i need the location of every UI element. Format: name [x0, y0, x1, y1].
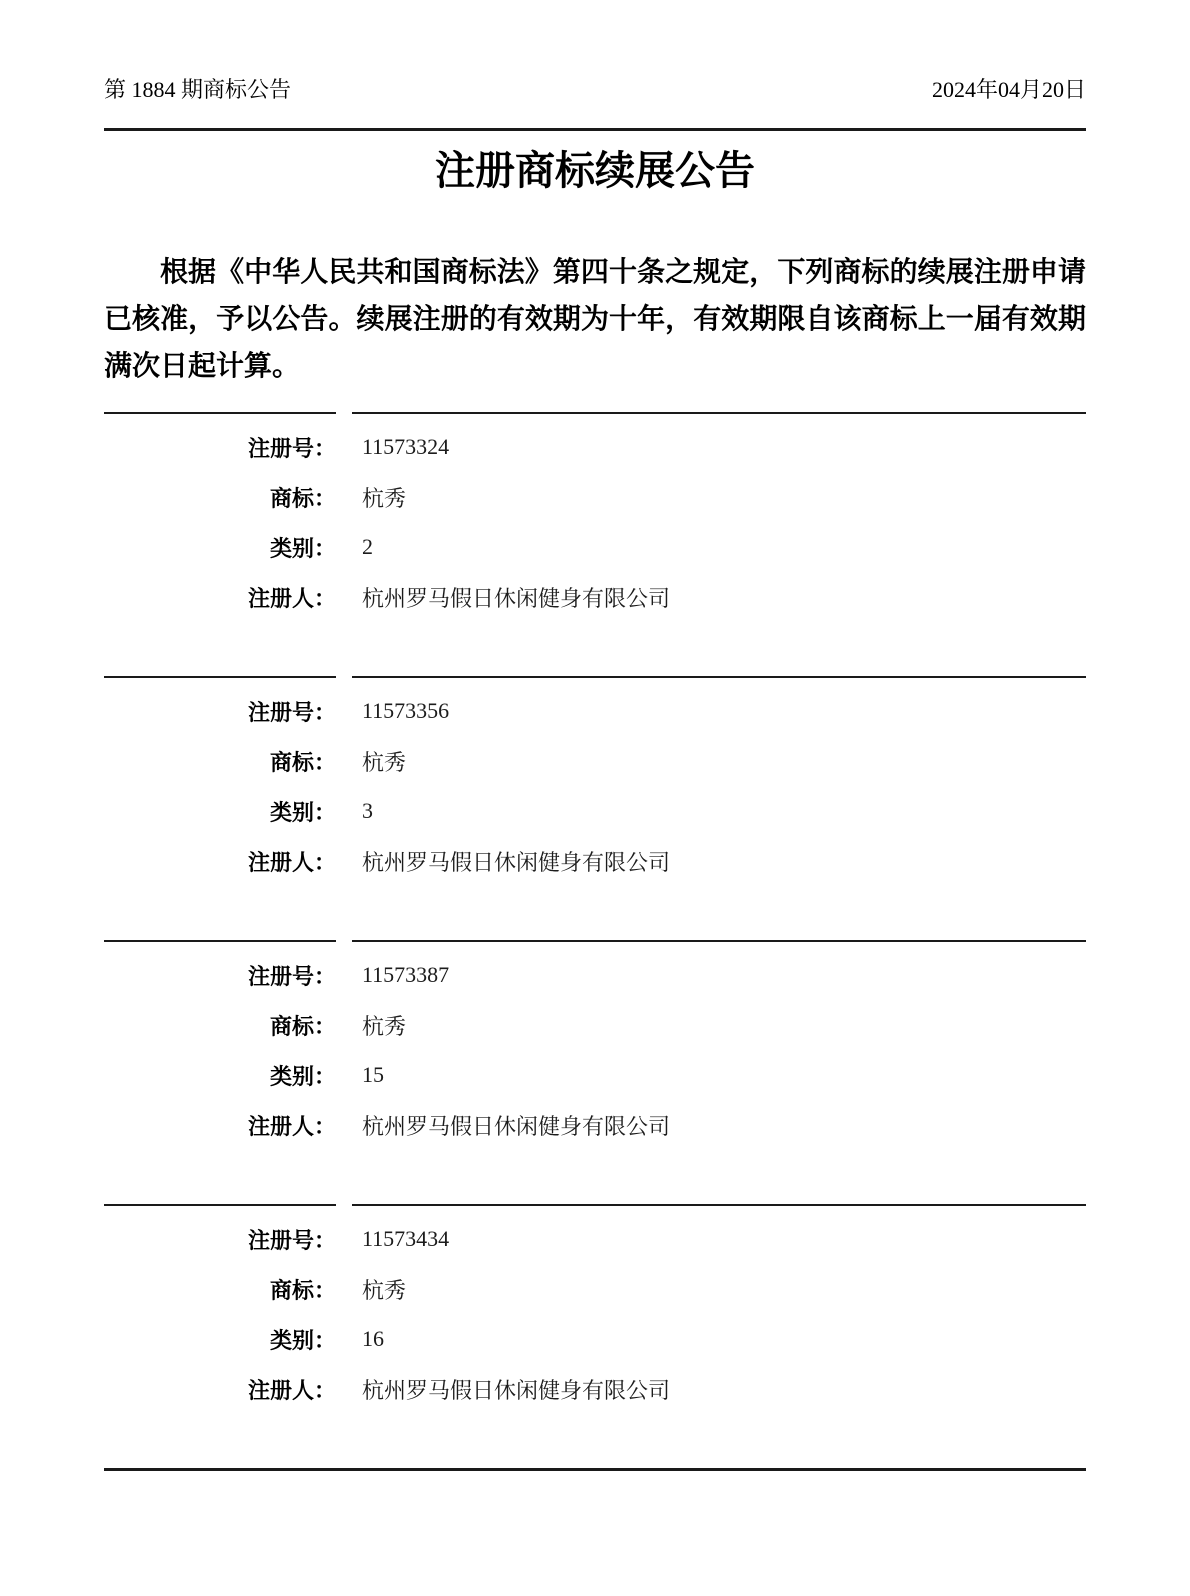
field-value-registrant: 杭州罗马假日休闲健身有限公司: [362, 1113, 671, 1139]
field-label-trademark: 商标：: [269, 1013, 336, 1039]
table-row: [104, 836, 1086, 886]
divider-segment-value: [352, 412, 1086, 414]
divider-segment-label: [104, 676, 336, 678]
intro-paragraph: 根据《中华人民共和国商标法》第四十条之规定，下列商标的续展注册申请已核准，予以公告。续展注册的有效期为十年，有效期限自该商标上一届有效期满次日起计算。: [104, 257, 1086, 382]
divider-segment-label: [104, 940, 336, 942]
field-label-reg-number: 注册号：: [247, 435, 336, 461]
trademark-record: [104, 676, 1086, 886]
table-row: [104, 472, 1086, 522]
table-row: [104, 1214, 1086, 1264]
field-label-category: 类别：: [269, 799, 336, 825]
table-row: [104, 1000, 1086, 1050]
field-label-registrant: 注册人：: [247, 849, 336, 875]
field-value-trademark: 杭秀: [362, 749, 407, 775]
divider-segment-value: [352, 1204, 1086, 1206]
field-label-trademark: 商标：: [269, 1277, 336, 1303]
field-value-reg-number: 11573434: [362, 1226, 450, 1251]
table-row: [104, 1050, 1086, 1100]
table-row: [104, 422, 1086, 472]
trademark-record: [104, 412, 1086, 622]
divider-segment-value: [352, 676, 1086, 678]
gazette-date: 2024年04月20日: [931, 77, 1086, 102]
table-row: [104, 1264, 1086, 1314]
field-value-reg-number: 11573324: [362, 434, 450, 459]
divider-segment-value: [352, 940, 1086, 942]
field-value-trademark: 杭秀: [362, 485, 407, 511]
field-value-category: 16: [362, 1326, 384, 1351]
page-header: [104, 76, 1086, 131]
record-table: [104, 422, 1086, 622]
field-value-category: 3: [362, 798, 373, 823]
table-row: [104, 950, 1086, 1000]
record-table: [104, 950, 1086, 1150]
divider-segment-label: [104, 1204, 336, 1206]
record-table: [104, 686, 1086, 886]
page-bottom-rule: [104, 1468, 1086, 1471]
field-label-registrant: 注册人：: [247, 1113, 336, 1139]
record-divider: [104, 1204, 1086, 1206]
table-row: [104, 522, 1086, 572]
field-label-reg-number: 注册号：: [247, 1227, 336, 1253]
records-section: [104, 412, 1086, 1414]
table-row: [104, 1314, 1086, 1364]
record-table: [104, 1214, 1086, 1414]
field-label-trademark: 商标：: [269, 749, 336, 775]
field-label-category: 类别：: [269, 1063, 336, 1089]
table-row: [104, 786, 1086, 836]
trademark-record: [104, 940, 1086, 1150]
table-row: [104, 736, 1086, 786]
table-row: [104, 572, 1086, 622]
field-value-trademark: 杭秀: [362, 1277, 407, 1303]
field-value-registrant: 杭州罗马假日休闲健身有限公司: [362, 1377, 671, 1403]
table-row: [104, 1364, 1086, 1414]
trademark-record: [104, 1204, 1086, 1414]
field-label-reg-number: 注册号：: [247, 963, 336, 989]
record-divider: [104, 676, 1086, 678]
field-label-category: 类别：: [269, 1327, 336, 1353]
field-label-registrant: 注册人：: [247, 585, 336, 611]
field-value-reg-number: 11573387: [362, 962, 450, 987]
field-value-reg-number: 11573356: [362, 698, 450, 723]
page-title: 注册商标续展公告: [435, 148, 755, 193]
field-label-category: 类别：: [269, 535, 336, 561]
field-value-registrant: 杭州罗马假日休闲健身有限公司: [362, 849, 671, 875]
table-row: [104, 686, 1086, 736]
table-row: [104, 1100, 1086, 1150]
gazette-issue-label: 第 1884 期商标公告: [104, 77, 292, 102]
record-divider: [104, 940, 1086, 942]
field-label-trademark: 商标：: [269, 485, 336, 511]
field-value-registrant: 杭州罗马假日休闲健身有限公司: [362, 585, 671, 611]
record-divider: [104, 412, 1086, 414]
field-value-trademark: 杭秀: [362, 1013, 407, 1039]
divider-segment-label: [104, 412, 336, 414]
field-label-registrant: 注册人：: [247, 1377, 336, 1403]
field-value-category: 15: [362, 1062, 384, 1087]
field-value-category: 2: [362, 534, 373, 559]
field-label-reg-number: 注册号：: [247, 699, 336, 725]
